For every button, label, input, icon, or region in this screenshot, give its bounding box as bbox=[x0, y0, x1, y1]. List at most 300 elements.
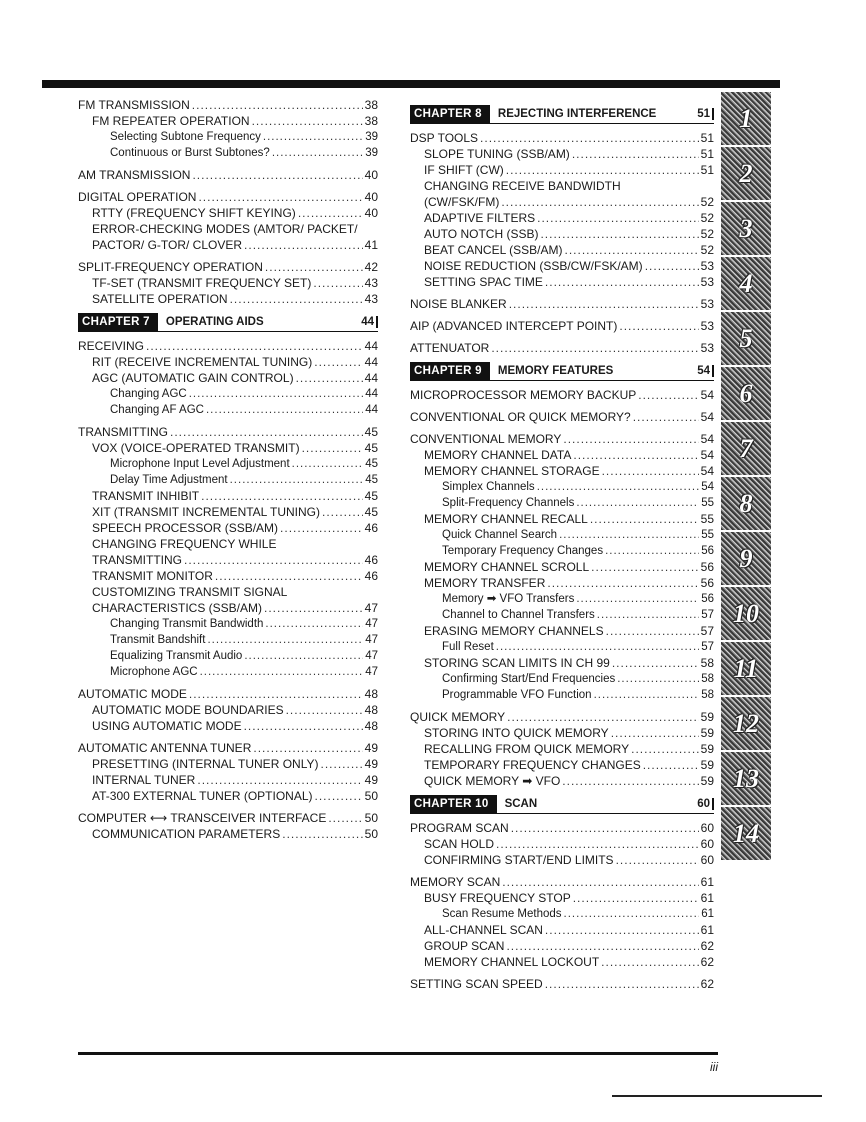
chapter-tab-4[interactable] bbox=[721, 257, 771, 310]
toc-entry-title: AUTOMATIC ANTENNA TUNER bbox=[78, 741, 252, 755]
toc-entry[interactable] bbox=[410, 463, 714, 479]
toc-entry-title: Confirming Start/End Frequencies bbox=[442, 673, 616, 685]
dot-leader bbox=[611, 725, 699, 741]
toc-entry-title: ALL-CHANNEL SCAN bbox=[424, 923, 543, 937]
toc-entry-page: 47 bbox=[365, 666, 378, 678]
toc-entry[interactable] bbox=[78, 756, 378, 772]
chapter-tab-10[interactable] bbox=[721, 587, 771, 640]
toc-entry-title: RTTY (FREQUENCY SHIFT KEYING) bbox=[92, 206, 296, 220]
toc-entry-title: Quick Channel Search bbox=[442, 529, 558, 541]
dot-leader bbox=[207, 632, 363, 648]
toc-entry[interactable] bbox=[78, 648, 378, 664]
dot-leader bbox=[170, 424, 363, 440]
toc-entry-title: SETTING SPAC TIME bbox=[424, 275, 543, 289]
toc-entry-page: 56 bbox=[700, 576, 714, 590]
dot-leader bbox=[616, 852, 699, 868]
toc-entry-page: 61 bbox=[701, 908, 714, 920]
toc-entry[interactable] bbox=[78, 386, 378, 402]
toc-entry-page: 56 bbox=[700, 560, 714, 574]
toc-entry[interactable] bbox=[410, 575, 714, 591]
toc-entry[interactable] bbox=[78, 129, 378, 145]
toc-entry[interactable] bbox=[78, 189, 378, 205]
toc-entry-title: TRANSMITTING bbox=[78, 425, 168, 439]
toc-entry-title: STORING INTO QUICK MEMORY bbox=[424, 726, 609, 740]
chapter-tab-number: 14 bbox=[733, 818, 759, 848]
toc-entry-title: Split-Frequency Channels bbox=[442, 497, 575, 509]
toc-entry[interactable] bbox=[78, 167, 378, 183]
toc-entry[interactable] bbox=[78, 488, 378, 504]
dot-leader bbox=[602, 463, 699, 479]
toc-entry-page: 56 bbox=[701, 545, 714, 557]
toc-entry[interactable] bbox=[410, 874, 714, 890]
toc-entry[interactable] bbox=[410, 194, 714, 210]
toc-entry-title: Changing AF AGC bbox=[110, 404, 204, 416]
toc-entry-text: CUSTOMIZING TRANSMIT SIGNAL bbox=[92, 585, 288, 599]
dot-leader bbox=[605, 543, 699, 559]
toc-entry[interactable] bbox=[78, 600, 378, 616]
chapter-heading bbox=[410, 362, 714, 381]
toc-entry[interactable] bbox=[78, 113, 378, 129]
toc-entry-page: 48 bbox=[364, 719, 378, 733]
toc-entry[interactable] bbox=[410, 431, 714, 447]
chapter-tab-12[interactable] bbox=[721, 697, 771, 750]
toc-entry[interactable] bbox=[410, 447, 714, 463]
toc-entry-page: 55 bbox=[701, 497, 714, 509]
toc-entry[interactable] bbox=[410, 318, 714, 334]
chapter-label: CHAPTER 8 bbox=[410, 105, 490, 123]
chapter-label: CHAPTER 10 bbox=[410, 795, 497, 813]
toc-entry-title: CONVENTIONAL OR QUICK MEMORY? bbox=[410, 410, 631, 424]
toc-entry[interactable] bbox=[410, 511, 714, 527]
toc-entry-title: MEMORY SCAN bbox=[410, 875, 501, 889]
toc-entry[interactable] bbox=[78, 275, 378, 291]
dot-leader bbox=[562, 773, 698, 789]
toc-entry[interactable] bbox=[78, 664, 378, 680]
toc-entry-page: 38 bbox=[364, 98, 378, 112]
chapter-tab-number: 1 bbox=[739, 103, 753, 133]
dot-leader bbox=[298, 205, 363, 221]
toc-entry[interactable] bbox=[410, 226, 714, 242]
toc-entry[interactable] bbox=[78, 810, 378, 826]
dot-leader bbox=[643, 757, 699, 773]
toc-entry-title: Programmable VFO Function bbox=[442, 689, 592, 701]
toc-entry[interactable] bbox=[78, 472, 378, 488]
toc-entry[interactable] bbox=[410, 852, 714, 868]
toc-entry[interactable] bbox=[78, 504, 378, 520]
toc-entry-title: Channel to Channel Transfers bbox=[442, 609, 595, 621]
toc-entry-title: BUSY FREQUENCY STOP bbox=[424, 891, 571, 905]
toc-entry-page: 45 bbox=[365, 474, 378, 486]
toc-entry[interactable] bbox=[410, 976, 714, 992]
dot-leader bbox=[547, 575, 698, 591]
toc-entry-page: 45 bbox=[364, 505, 378, 519]
dot-leader bbox=[506, 938, 698, 954]
toc-entry-page: 57 bbox=[700, 624, 714, 638]
chapter-title: SCAN bbox=[504, 798, 538, 810]
toc-entry[interactable] bbox=[410, 607, 714, 623]
toc-entry[interactable] bbox=[410, 938, 714, 954]
toc-entry-page: 62 bbox=[700, 939, 714, 953]
toc-entry-page: 51 bbox=[700, 147, 714, 161]
toc-entry-page: 54 bbox=[700, 388, 714, 402]
dot-leader bbox=[537, 479, 700, 495]
toc-entry[interactable] bbox=[78, 826, 378, 842]
dot-leader bbox=[244, 648, 363, 664]
toc-entry[interactable] bbox=[78, 740, 378, 756]
toc-entry[interactable] bbox=[410, 725, 714, 741]
toc-entry-title: ATTENUATOR bbox=[410, 341, 490, 355]
toc-entry[interactable] bbox=[78, 402, 378, 418]
toc-entry-page: 44 bbox=[364, 355, 378, 369]
toc-entry-page: 48 bbox=[364, 687, 378, 701]
dot-leader bbox=[282, 826, 362, 842]
chapter-tab-3[interactable] bbox=[721, 202, 771, 255]
toc-entry-title: MEMORY CHANNEL STORAGE bbox=[424, 464, 600, 478]
dot-leader bbox=[197, 772, 362, 788]
toc-entry[interactable] bbox=[78, 291, 378, 307]
toc-entry-title: TRANSMIT MONITOR bbox=[92, 569, 213, 583]
chapter-tab-number: 6 bbox=[739, 378, 753, 408]
toc-entry-title: Continuous or Burst Subtones? bbox=[110, 147, 270, 159]
toc-entry[interactable] bbox=[78, 568, 378, 584]
toc-entry[interactable] bbox=[78, 424, 378, 440]
toc-entry-title: NOISE REDUCTION (SSB/CW/FSK/AM) bbox=[424, 259, 643, 273]
toc-entry-page: 59 bbox=[700, 710, 714, 724]
toc-entry[interactable] bbox=[410, 340, 714, 356]
chapter-tab-number: 7 bbox=[739, 433, 753, 463]
toc-right-column bbox=[410, 99, 714, 992]
toc-entry-title: Microphone AGC bbox=[110, 666, 198, 678]
toc-entry[interactable] bbox=[410, 820, 714, 836]
toc-entry[interactable] bbox=[410, 757, 714, 773]
chapter-tab-1[interactable] bbox=[721, 92, 771, 145]
toc-entry-page: 49 bbox=[364, 757, 378, 771]
dot-leader bbox=[509, 296, 699, 312]
toc-entry[interactable] bbox=[410, 242, 714, 258]
toc-entry[interactable] bbox=[410, 296, 714, 312]
toc-entry[interactable] bbox=[410, 741, 714, 757]
chapter-title: OPERATING AIDS bbox=[165, 316, 264, 328]
toc-entry[interactable] bbox=[78, 440, 378, 456]
toc-entry[interactable] bbox=[78, 520, 378, 536]
toc-entry-page: 45 bbox=[365, 458, 378, 470]
toc-entry[interactable] bbox=[410, 671, 714, 687]
toc-entry-page: 60 bbox=[700, 821, 714, 835]
toc-entry-title: SLOPE TUNING (SSB/AM) bbox=[424, 147, 570, 161]
dot-leader bbox=[189, 686, 363, 702]
dot-leader bbox=[189, 386, 363, 402]
chapter-title: MEMORY FEATURES bbox=[497, 365, 614, 377]
dot-leader bbox=[496, 836, 699, 852]
chapter-tab-number: 5 bbox=[739, 323, 753, 353]
toc-entry-title: Equalizing Transmit Audio bbox=[110, 650, 243, 662]
toc-entry[interactable] bbox=[78, 205, 378, 221]
toc-entry-title: FM TRANSMISSION bbox=[78, 98, 190, 112]
chapter-tab-number: 9 bbox=[739, 543, 753, 573]
toc-entry-title: FM REPEATER OPERATION bbox=[92, 114, 250, 128]
toc-entry-title: CHARACTERISTICS (SSB/AM) bbox=[92, 601, 263, 615]
toc-entry[interactable] bbox=[410, 623, 714, 639]
dot-leader bbox=[501, 194, 698, 210]
toc-entry[interactable] bbox=[78, 702, 378, 718]
dot-leader bbox=[545, 922, 699, 938]
toc-entry[interactable] bbox=[410, 274, 714, 290]
toc-entry-title: CONFIRMING START/END LIMITS bbox=[424, 853, 614, 867]
chapter-title: REJECTING INTERFERENCE bbox=[497, 108, 657, 120]
dot-leader bbox=[192, 167, 362, 183]
toc-entry-page: 45 bbox=[364, 425, 378, 439]
toc-entry[interactable] bbox=[410, 906, 714, 922]
toc-entry-page: 60 bbox=[700, 853, 714, 867]
toc-entry-title: QUICK MEMORY bbox=[410, 710, 506, 724]
toc-entry[interactable] bbox=[410, 591, 714, 607]
toc-entry[interactable] bbox=[410, 130, 714, 146]
toc-entry-title: Changing AGC bbox=[110, 388, 187, 400]
toc-entry-page: 62 bbox=[700, 977, 714, 991]
chapter-tab-13[interactable] bbox=[721, 752, 771, 805]
toc-entry-page: 49 bbox=[364, 773, 378, 787]
dot-leader bbox=[296, 370, 363, 386]
dot-leader bbox=[576, 591, 699, 607]
toc-entry[interactable] bbox=[78, 456, 378, 472]
toc-entry-page: 52 bbox=[700, 227, 714, 241]
chapter-tab-8[interactable] bbox=[721, 477, 771, 530]
toc-entry-title: Changing Transmit Bandwidth bbox=[110, 618, 264, 630]
dot-leader bbox=[633, 409, 699, 425]
dot-leader bbox=[545, 976, 699, 992]
toc-entry[interactable] bbox=[410, 559, 714, 575]
toc-entry-title: (CW/FSK/FM) bbox=[424, 195, 500, 209]
toc-entry-page: 38 bbox=[364, 114, 378, 128]
toc-entry[interactable] bbox=[78, 338, 378, 354]
toc-entry-page: 57 bbox=[701, 641, 714, 653]
toc-entry-page: 46 bbox=[364, 569, 378, 583]
toc-entry-title: Memory ➡ VFO Transfers bbox=[442, 593, 575, 605]
toc-entry-title: Delay Time Adjustment bbox=[110, 474, 228, 486]
toc-entry-page: 54 bbox=[700, 410, 714, 424]
toc-entry[interactable] bbox=[78, 370, 378, 386]
toc-entry-page: 47 bbox=[365, 650, 378, 662]
toc-entry-page: 40 bbox=[364, 206, 378, 220]
dot-leader bbox=[619, 318, 698, 334]
toc-entry[interactable] bbox=[410, 655, 714, 671]
chapter-tab-6[interactable] bbox=[721, 367, 771, 420]
toc-entry-title: RECEIVING bbox=[78, 339, 145, 353]
toc-entry-page: 54 bbox=[700, 432, 714, 446]
dot-leader bbox=[314, 354, 362, 370]
chapter-heading bbox=[78, 313, 378, 332]
toc-entry[interactable] bbox=[78, 237, 378, 253]
dot-leader bbox=[537, 210, 699, 226]
toc-entry[interactable] bbox=[410, 709, 714, 725]
toc-entry-title: RIT (RECEIVE INCREMENTAL TUNING) bbox=[92, 355, 313, 369]
toc-entry[interactable] bbox=[410, 922, 714, 938]
toc-entry-title: PRESETTING (INTERNAL TUNER ONLY) bbox=[92, 757, 319, 771]
dot-leader bbox=[265, 616, 363, 632]
toc-entry-title: SPEECH PROCESSOR (SSB/AM) bbox=[92, 521, 279, 535]
toc-entry[interactable] bbox=[410, 162, 714, 178]
toc-entry[interactable] bbox=[410, 479, 714, 495]
dot-leader bbox=[573, 447, 698, 463]
toc-entry[interactable] bbox=[78, 718, 378, 734]
toc-entry-page: 54 bbox=[701, 481, 714, 493]
toc-entry-title: MEMORY CHANNEL SCROLL bbox=[424, 560, 590, 574]
dot-leader bbox=[511, 820, 699, 836]
dot-leader bbox=[280, 520, 363, 536]
toc-entry-page: 39 bbox=[365, 131, 378, 143]
chapter-tab-2[interactable] bbox=[721, 147, 771, 200]
dot-leader bbox=[200, 664, 364, 680]
toc-entry[interactable] bbox=[78, 259, 378, 275]
toc-entry-title: SETTING SCAN SPEED bbox=[410, 977, 543, 991]
toc-entry[interactable] bbox=[410, 495, 714, 511]
toc-entry[interactable] bbox=[78, 686, 378, 702]
toc-entry-title: USING AUTOMATIC MODE bbox=[92, 719, 242, 733]
toc-entry[interactable] bbox=[78, 788, 378, 804]
toc-entry-page: 42 bbox=[364, 260, 378, 274]
dot-leader bbox=[302, 440, 363, 456]
dot-leader bbox=[491, 340, 698, 356]
dot-leader bbox=[244, 718, 363, 734]
page-number: iii bbox=[710, 1060, 718, 1074]
toc-entry-title: AUTOMATIC MODE bbox=[78, 687, 187, 701]
dot-leader bbox=[564, 906, 700, 922]
toc-entry[interactable] bbox=[78, 632, 378, 648]
dot-leader bbox=[292, 456, 364, 472]
toc-entry-page: 61 bbox=[700, 891, 714, 905]
toc-entry-title: AUTOMATIC MODE BOUNDARIES bbox=[92, 703, 284, 717]
toc-entry[interactable] bbox=[410, 409, 714, 425]
toc-entry[interactable] bbox=[410, 954, 714, 970]
toc-entry-page: 59 bbox=[700, 774, 714, 788]
dot-leader bbox=[594, 687, 700, 703]
toc-entry[interactable] bbox=[410, 527, 714, 543]
chapter-heading bbox=[410, 105, 714, 124]
toc-entry-page: 61 bbox=[700, 875, 714, 889]
chapter-tab-number: 10 bbox=[733, 598, 759, 628]
dot-leader bbox=[215, 568, 363, 584]
toc-entry-page: 55 bbox=[700, 512, 714, 526]
dot-leader bbox=[572, 146, 699, 162]
dot-leader bbox=[320, 756, 362, 772]
dot-leader bbox=[480, 130, 699, 146]
toc-entry[interactable] bbox=[410, 258, 714, 274]
toc-entry-title: MEMORY CHANNEL RECALL bbox=[424, 512, 588, 526]
toc-entry[interactable] bbox=[410, 773, 714, 789]
toc-entry[interactable] bbox=[410, 687, 714, 703]
toc-entry-title: Simplex Channels bbox=[442, 481, 535, 493]
toc-entry-page: 62 bbox=[700, 955, 714, 969]
toc-entry-title: STORING SCAN LIMITS IN CH 99 bbox=[424, 656, 610, 670]
dot-leader bbox=[263, 129, 363, 145]
toc-entry-page: 45 bbox=[364, 441, 378, 455]
chapter-heading bbox=[410, 795, 714, 814]
toc-entry-title: Full Reset bbox=[442, 641, 494, 653]
chapter-tab-7[interactable] bbox=[721, 422, 771, 475]
dot-leader bbox=[230, 472, 364, 488]
toc-entry-page: 47 bbox=[365, 634, 378, 646]
toc-entry[interactable] bbox=[410, 890, 714, 906]
toc-entry[interactable] bbox=[410, 387, 714, 403]
toc-entry-title: ADAPTIVE FILTERS bbox=[424, 211, 536, 225]
chapter-label: CHAPTER 7 bbox=[78, 313, 158, 331]
dot-leader bbox=[496, 639, 699, 655]
toc-entry-page: 53 bbox=[700, 259, 714, 273]
toc-entry-title: COMMUNICATION PARAMETERS bbox=[92, 827, 281, 841]
toc-entry-title: AT-300 EXTERNAL TUNER (OPTIONAL) bbox=[92, 789, 313, 803]
toc-entry-title: MEMORY CHANNEL DATA bbox=[424, 448, 572, 462]
toc-entry[interactable] bbox=[410, 543, 714, 559]
chapter-tab-14[interactable] bbox=[721, 807, 771, 860]
toc-entry-title: RECALLING FROM QUICK MEMORY bbox=[424, 742, 630, 756]
toc-entry-page: 44 bbox=[364, 339, 378, 353]
toc-entry-title: SPLIT-FREQUENCY OPERATION bbox=[78, 260, 263, 274]
dot-leader bbox=[506, 162, 699, 178]
toc-entry-page: 59 bbox=[700, 726, 714, 740]
toc-entry-title: BEAT CANCEL (SSB/AM) bbox=[424, 243, 563, 257]
toc-entry-page: 59 bbox=[700, 742, 714, 756]
toc-entry[interactable] bbox=[78, 354, 378, 370]
toc-entry[interactable] bbox=[410, 210, 714, 226]
toc-entry-title: AUTO NOTCH (SSB) bbox=[424, 227, 539, 241]
toc-entry-text: CHANGING RECEIVE BANDWIDTH bbox=[424, 179, 621, 193]
chapter-page: 60 bbox=[697, 798, 714, 810]
chapter-tab-11[interactable] bbox=[721, 642, 771, 695]
chapter-tab-9[interactable] bbox=[721, 532, 771, 585]
dot-leader bbox=[328, 810, 362, 826]
toc-entry-page: 54 bbox=[700, 464, 714, 478]
dot-leader bbox=[252, 113, 363, 129]
toc-entry-title: PACTOR/ G-TOR/ CLOVER bbox=[92, 238, 243, 252]
toc-entry[interactable] bbox=[410, 639, 714, 655]
chapter-tabs bbox=[721, 92, 771, 862]
dot-leader bbox=[244, 237, 363, 253]
toc-entry-title: INTERNAL TUNER bbox=[92, 773, 196, 787]
toc-entry-title: TRANSMIT INHIBIT bbox=[92, 489, 200, 503]
dot-leader bbox=[617, 671, 699, 687]
toc-entry-page: 54 bbox=[700, 448, 714, 462]
toc-entry-page: 61 bbox=[700, 923, 714, 937]
toc-entry[interactable] bbox=[78, 552, 378, 568]
toc-entry-title: PROGRAM SCAN bbox=[410, 821, 509, 835]
toc-entry-title: AGC (AUTOMATIC GAIN CONTROL) bbox=[92, 371, 294, 385]
toc-entry[interactable] bbox=[410, 836, 714, 852]
toc-entry-page: 59 bbox=[700, 758, 714, 772]
toc-entry[interactable] bbox=[78, 97, 378, 113]
dot-leader bbox=[264, 600, 363, 616]
toc-entry-title: ERASING MEMORY CHANNELS bbox=[424, 624, 604, 638]
dot-leader bbox=[313, 275, 362, 291]
toc-entry[interactable] bbox=[78, 145, 378, 161]
dot-leader bbox=[631, 741, 699, 757]
chapter-tab-5[interactable] bbox=[721, 312, 771, 365]
toc-entry-page: 48 bbox=[364, 703, 378, 717]
dot-leader bbox=[146, 338, 363, 354]
toc-entry-page: 39 bbox=[365, 147, 378, 159]
toc-entry[interactable] bbox=[78, 772, 378, 788]
toc-entry[interactable] bbox=[410, 146, 714, 162]
toc-entry-page: 40 bbox=[364, 190, 378, 204]
dot-leader bbox=[265, 259, 363, 275]
chapter-tab-number: 12 bbox=[733, 708, 759, 738]
toc-entry[interactable] bbox=[78, 616, 378, 632]
dot-leader bbox=[597, 607, 699, 623]
chapter-tab-number: 13 bbox=[733, 763, 759, 793]
toc-entry-title: Scan Resume Methods bbox=[442, 908, 562, 920]
toc-entry-page: 41 bbox=[364, 238, 378, 252]
toc-entry-title: QUICK MEMORY ➡ VFO bbox=[424, 774, 561, 788]
dot-leader bbox=[502, 874, 698, 890]
